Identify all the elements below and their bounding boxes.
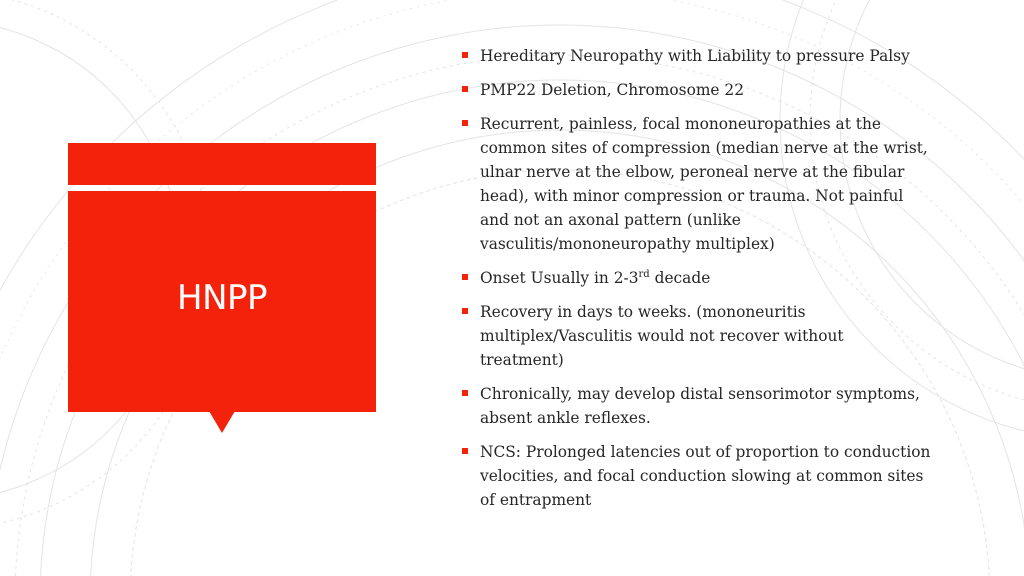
bullet-item (462, 300, 932, 372)
bullet-square-icon (462, 52, 468, 58)
bullet-item (462, 44, 932, 68)
title-panel-pointer (209, 411, 235, 433)
slide-title: HNPP (177, 278, 268, 318)
bullet-text: Recurrent, painless, focal mononeuropathies at the common sites of compression (median nerve at the wrist, ulnar nerve at the elbow, peroneal nerve at the fibular head), with minor compression or trauma. Not painful and not an axonal pattern (unlike vasculitis/mononeuropathy multiplex) (480, 115, 928, 253)
bullet-text: Hereditary Neuropathy with Liability to pressure Palsy (480, 47, 910, 65)
bullet-square-icon (462, 274, 468, 280)
bullet-item (462, 78, 932, 102)
bullet-text: PMP22 Deletion, Chromosome 22 (480, 81, 745, 99)
bullet-list (462, 44, 932, 522)
title-accent-bar (68, 143, 376, 185)
bullet-text: Chronically, may develop distal sensorimotor symptoms, absent ankle reflexes. (480, 385, 920, 427)
bullet-item (462, 266, 932, 290)
bullet-square-icon (462, 86, 468, 92)
bullet-item (462, 112, 932, 256)
bullet-superscript: rd (638, 268, 650, 280)
bullet-text: NCS: Prolonged latencies out of proportion to conduction velocities, and focal conduction slowing at common sites of entrapment (480, 443, 931, 509)
bullet-text: Recovery in days to weeks. (mononeuritis multiplex/Vasculitis would not recover without treatment) (480, 303, 844, 369)
bullet-text-before: Onset Usually in 2-3 (480, 269, 639, 287)
bullet-square-icon (462, 390, 468, 396)
bullet-item (462, 382, 932, 430)
bullet-square-icon (462, 120, 468, 126)
bullet-text-after: decade (649, 269, 711, 287)
bullet-item (462, 440, 932, 512)
bullet-square-icon (462, 308, 468, 314)
bullet-square-icon (462, 448, 468, 454)
